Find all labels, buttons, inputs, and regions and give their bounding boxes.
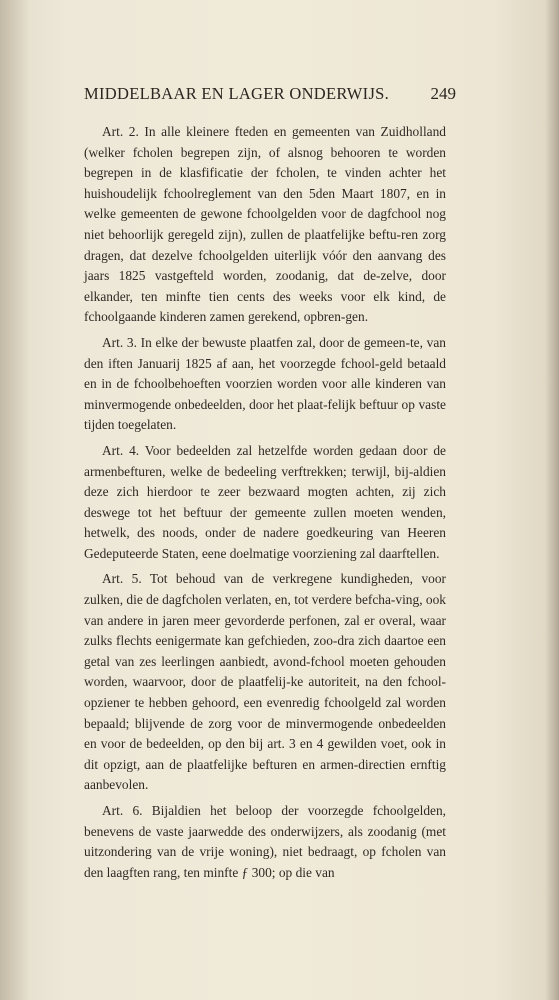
article-6: Art. 6. Bijaldien het beloop der voorzegde fchoolgelden, benevens de vaste jaarwedde des onderwijzers, als zoodanig (met uitzondering van de vrije woning), niet bedraagt, op fcholen van den laagften rang, ten minfte ƒ 300; op die van — [84, 803, 446, 880]
running-title: MIDDELBAAR EN LAGER ONDERWIJS. — [84, 84, 390, 103]
page-edge-shadow — [545, 0, 559, 1000]
article-5: Art. 5. Tot behoud van de verkregene kundigheden, voor zulken, die de dagfcholen verlaten, en, tot verdere befcha-ving, ook van andere in jaren meer gevorderde perfonen, zal er overal, waar zulks flechts eenigermate kan gefchieden, zoo-dra zich daartoe een getal van zes leerlingen aanbiedt, avond-fchool moeten gehouden worden, waarvoor, door de plaatfelij-ke autoriteit, na den fchool-opziener te hebben gehoord, een evenredig fchoolgeld zal worden bepaald; blijvende de zorg voor de minvermogende onbedeelden en voor de bedeelden, op den bij art. 3 en 4 gewilden voet, ook in dit opzigt, aan de plaatfelijke befturen en armen-directien ernftig aanbevolen. — [84, 571, 446, 793]
page-number: 249 — [430, 84, 456, 103]
article-3: Art. 3. In elke der bewuste plaatfen zal, door de gemeen-te, van den iften Januarij 1825 af aan, het voorzegde fchool-geld betaald en in de fchoolbehoeften voorzien worden voor alle kinderen van minvermogende onbedeelden, door het plaat-felijk beftuur op vaste tijden toegelaten. — [84, 334, 446, 433]
spine-shadow — [0, 0, 30, 1000]
article-4: Art. 4. Voor bedeelden zal hetzelfde worden gedaan door de armenbefturen, welke de bedeeling verftrekken; terwijl, bij-aldien deze zich hierdoor te zeer bezwaard mogten achten, zij zich deswege tot het beftuur der gemeente zullen moeten wenden, hetwelk, des noods, onder de nadere goedkeuring van Heeren Gedeputeerde Staten, eene doelmatige voorziening zal daarftellen. — [84, 442, 446, 561]
body-text — [84, 122, 446, 888]
page-header — [84, 84, 456, 108]
article-2: Art. 2. In alle kleinere fteden en gemeenten van Zuidholland (welker fcholen begrepen zijn, of alsnog behooren te worden begrepen in de klasfificatie der fcholen, te vinden achter het huishoudelijk fchoolreglement van den 5den Maart 1807, en in welke gemeenten de gewone fchoolgelden voor de dagfchool nog niet behoorlijk geregeld zijn), zullen de plaatfelijke beftu-ren zorg dragen, dat dezelve fchoolgelden uiterlijk vóór den aanvang des jaars 1825 vastgefteld worden, zoodanig, dat de-zelve, door elkander, ten minfte tien cents des weeks voor elk kind, de fchoolgaande kinderen zamen gerekend, opbren-gen. — [84, 124, 446, 325]
